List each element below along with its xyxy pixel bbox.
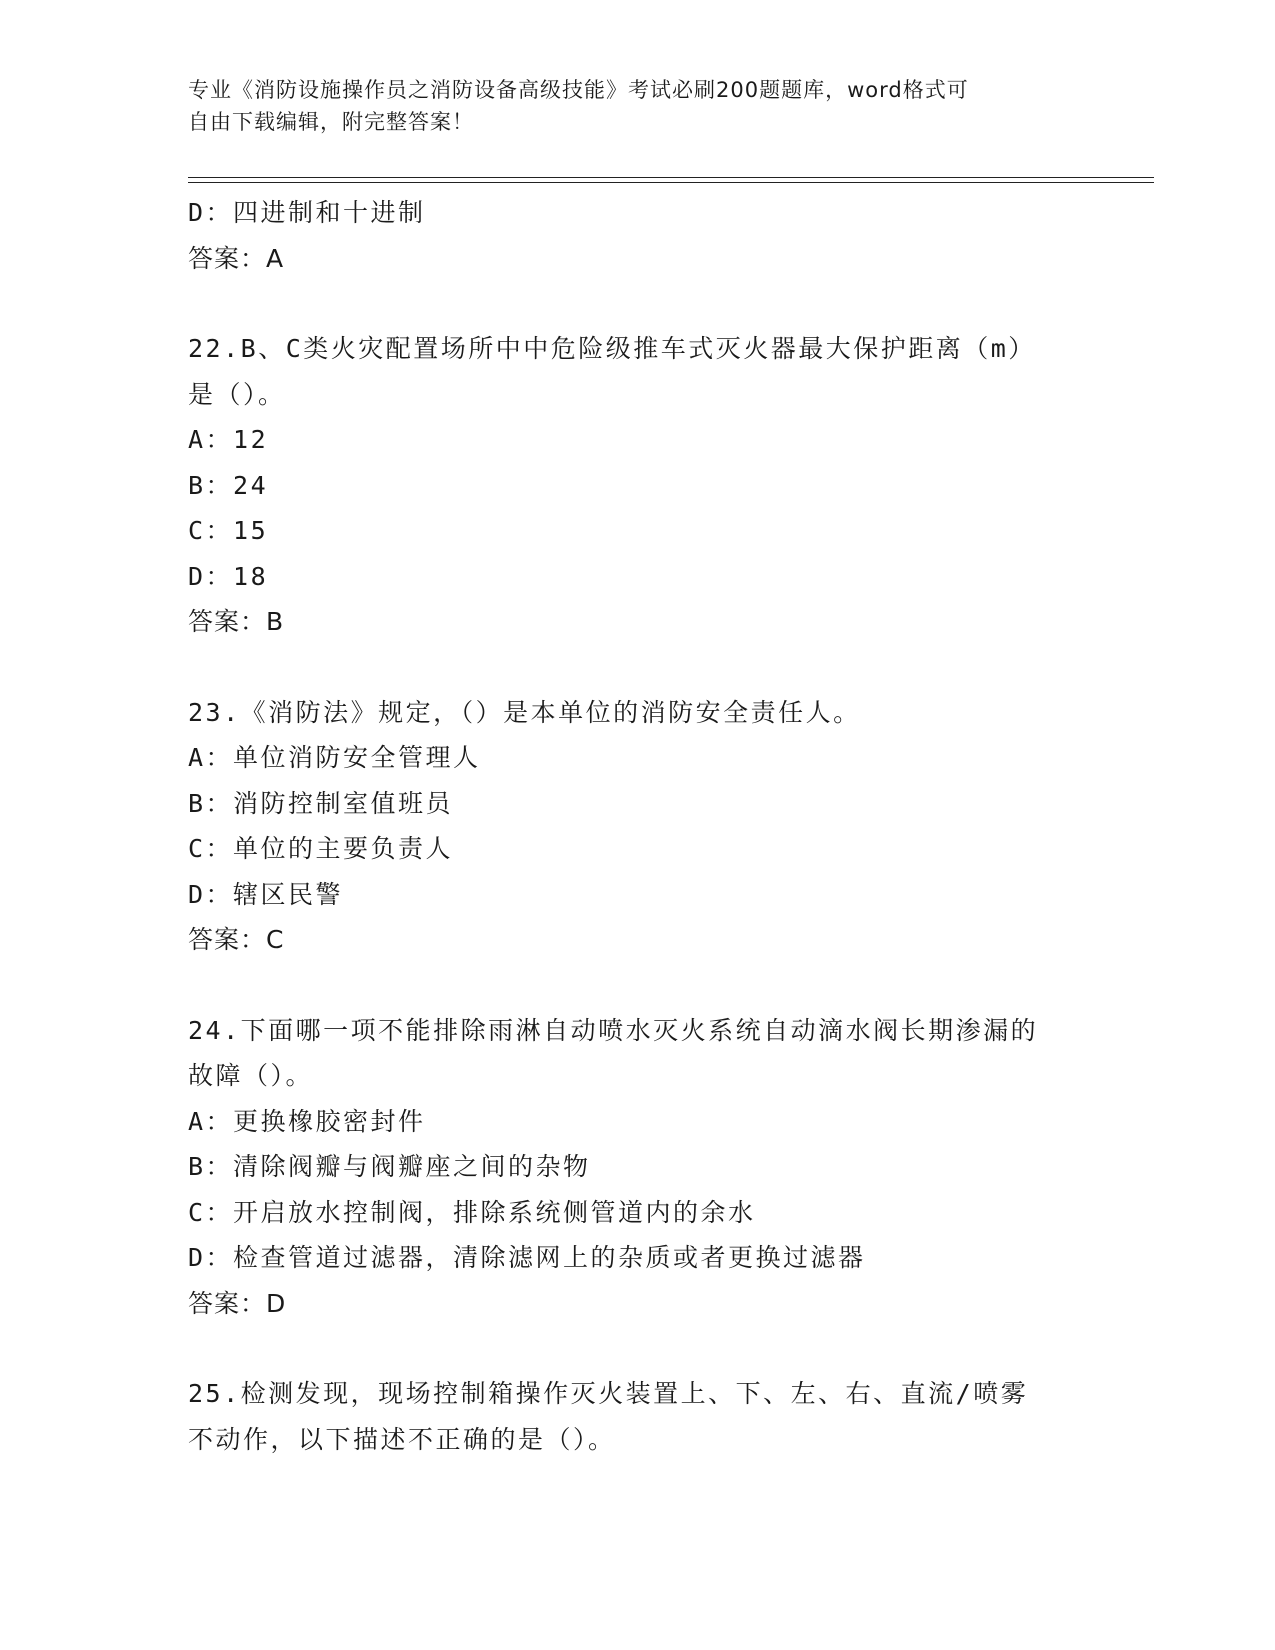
option-c: C：单位的主要负责人 xyxy=(188,834,454,863)
question-item xyxy=(188,690,1118,963)
answer-text: 答案：B xyxy=(188,607,285,636)
option-d: D：18 xyxy=(188,561,269,591)
option-b: B：清除阀瓣与阀瓣座之间的杂物 xyxy=(188,1152,591,1181)
header-line-1: 专业《消防设施操作员之消防设备高级技能》考试必刷200题题库，word格式可 xyxy=(188,78,969,102)
answer-text: 答案：A xyxy=(188,243,285,273)
question-item xyxy=(188,326,1118,645)
question-stem-cont: 故障（）。 xyxy=(188,1061,314,1090)
option-a: A：单位消防安全管理人 xyxy=(188,743,481,772)
question-stem-cont: 不动作，以下描述不正确的是（）。 xyxy=(188,1424,616,1454)
option-c: C：15 xyxy=(188,516,269,545)
header-line-2: 自由下载编辑，附完整答案！ xyxy=(188,110,474,134)
option-a: A：12 xyxy=(188,425,269,454)
option-d: D：辖区民警 xyxy=(188,879,344,909)
header-divider-bottom xyxy=(188,182,1154,183)
option-d: D：检查管道过滤器，清除滤网上的杂质或者更换过滤器 xyxy=(188,1243,866,1272)
question-item xyxy=(188,1008,1118,1327)
option-c: C：开启放水控制阀，排除系统侧管道内的余水 xyxy=(188,1197,756,1227)
question-list xyxy=(188,190,1118,1462)
question-item xyxy=(188,1371,1118,1462)
answer-text: 答案：D xyxy=(188,1288,287,1318)
answer-text: 答案：C xyxy=(188,925,285,954)
option-b: B：消防控制室值班员 xyxy=(188,788,454,818)
question-stem: 25.检测发现，现场控制箱操作灭火装置上、下、左、右、直流/喷雾 xyxy=(188,1379,1029,1408)
option-b: B：24 xyxy=(188,470,269,500)
question-stem-cont: 是（）。 xyxy=(188,379,286,409)
option-d: D：四进制和十进制 xyxy=(188,198,426,227)
question-stem: 23.《消防法》规定，（）是本单位的消防安全责任人。 xyxy=(188,697,861,727)
document-header xyxy=(188,74,1088,138)
question-stem: 22.B、C类火灾配置场所中中危险级推车式灭火器最大保护距离（m） xyxy=(188,334,1036,363)
question-stem: 24.下面哪一项不能排除雨淋自动喷水灭火系统自动滴水阀长期渗漏的 xyxy=(188,1015,1039,1045)
header-divider-top xyxy=(188,177,1154,178)
option-a: A：更换橡胶密封件 xyxy=(188,1106,426,1136)
